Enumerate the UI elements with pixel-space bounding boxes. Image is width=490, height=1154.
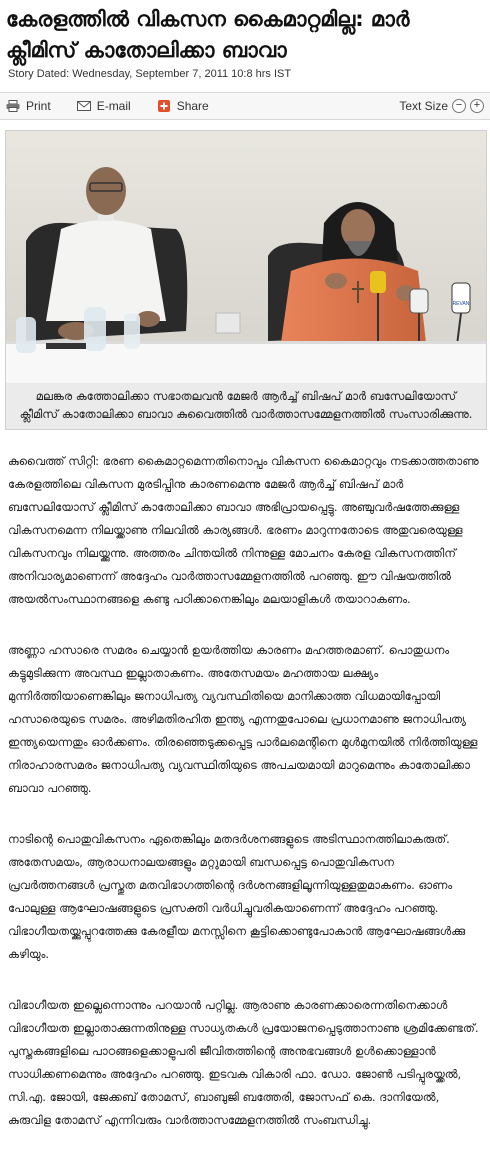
article-paragraph-1: കുവൈത്ത് സിറ്റി: ഭരണ കൈമാറ്റമെന്നതിനൊപ്പം വികസന കൈമാറ്റവും നടക്കാത്തതാണു കേരളത്തിലെ വികസന മുരടിപ്പിനു കാരണമെന്നു മേജർ ആർച്ച് ബിഷപ് മാർ ബസേലിയോസ് ക്ലീമിസ് കാതോലിക്കാ ബാവാ അഭിപ്രായപ്പെട്ടു. അഞ്ചുവർഷത്തേക്കുള്ള വികസനമെന്ന നിലയ്ക്കാണു നിലവിൽ കാര്യങ്ങൾ. ഭരണം മാറുന്നതോടെ അതുവരെയുള്ള വികസനവും നിലയ്ക്കുന്നു. അത്തരം ചിന്തയിൽ നിന്നുള്ള മോചനം കേരള വികസനത്തിന് അനിവാര്യമാണെന്ന് അദ്ദേഹം വാർത്താസമ്മേളനത്തിൽ പറഞ്ഞു. ഈ വിഷയത്തിൽ അയൽസംസ്ഥാനങ്ങളെ കണ്ടു പഠിക്കാനെങ്കിലും മലയാളികൾ തയാറാകണം. <box>8 454 479 606</box>
email-label: E-mail <box>96 99 131 113</box>
news-photo-figure <box>5 130 487 430</box>
text-size-control <box>399 99 484 113</box>
microphone-brand-text: REVAN <box>452 301 470 307</box>
share-plus-icon <box>157 100 171 112</box>
text-size-label: Text Size <box>399 99 448 113</box>
story-dateline: Story Dated: Wednesday, September 7, 2011 10:8 hrs IST <box>8 68 292 80</box>
article-paragraph-3: നാടിന്റെ പൊതുവികസനം ഏതെങ്കിലും മതദർശനങ്ങളുടെ അടിസ്ഥാനത്തിലാകരുത്. അതേസമയം, ആരാധനാലയങ്ങളും മറ്റുമായി ബന്ധപ്പെട്ട പൊതുവികസന പ്രവർത്തനങ്ങൾ പ്രസ്തുത മതവിഭാഗത്തിന്റെ ദർശനങ്ങളിലൂന്നിയുള്ളതുമാകണം. ഓണം പോലുള്ള ആഘോഷങ്ങളുടെ പ്രസക്തി വർധിച്ചുവരികയാണെന്ന് അദ്ദേഹം പറഞ്ഞു. വിഭാഗീയതയ്ക്കുപ്പുറത്തേക്കു കേരളീയ മനസ്സിനെ കൂട്ടിക്കൊണ്ടുപോകാൻ ആഘോഷങ്ങൾക്കു കഴിയും. <box>8 832 466 961</box>
press-conference-photo <box>6 131 486 383</box>
increase-text-size-button[interactable]: + <box>470 99 484 113</box>
article-paragraph-4: വിഭാഗീയത ഇല്ലെന്നൊന്നും പറയാൻ പറ്റില്ല. ആരാണു കാരണക്കാരെന്നതിനെക്കാൾ വിഭാഗീയത ഇല്ലാതാക്കുന്നതിനുള്ള സാധ്യതകൾ പ്രയോജനപ്പെടുത്താനാണു ശ്രമിക്കേണ്ടത്. പുസ്തകങ്ങളിലെ പാഠങ്ങളെക്കാളുപരി ജീവിതത്തിന്റെ അനുഭവങ്ങൾ ഉൾക്കൊള്ളാൻ സാധിക്കണമെന്നും അദ്ദേഹം പറഞ്ഞു. ഇടവക വികാരി ഫാ. ഡോ. ജോൺ പടിപ്പുരയ്ക്കൽ, സി.എ. ജോയി, ജേക്കബ് തോമസ്, ബാബുജി ബത്തേരി, ജോസഫ് കെ. ദാനിയേൽ, കുരുവിള തോമസ് എന്നിവരും വാർത്താസമ്മേളനത്തിൽ സംബന്ധിച്ചു. <box>8 998 479 1127</box>
article-toolbar <box>0 92 490 120</box>
article-body <box>0 430 490 1132</box>
envelope-icon <box>77 100 91 112</box>
printer-icon <box>6 100 20 112</box>
decrease-text-size-button[interactable]: − <box>452 99 466 113</box>
email-button[interactable] <box>77 99 131 113</box>
print-label: Print <box>26 99 51 113</box>
print-button[interactable] <box>6 99 51 113</box>
article-paragraph-2: അണ്ണാ ഹസാരെ സമരം ചെയ്യാൻ ഉയർത്തിയ കാരണം മഹത്തരമാണ്. പൊതുധനം കട്ടുമുടിക്കുന്ന അവസ്ഥ ഇല്ലാതാകണം. അതേസമയം മഹത്തായ ലക്ഷ്യം മുന്നിർത്തിയാണെങ്കിലും ജനാധിപത്യ വ്യവസ്ഥിതിയെ മാനിക്കാത്ത വിധമായിപ്പോയി ഹസാരെയുടെ സമരം. അഴിമതിരഹിത ഇന്ത്യ എന്നതുപോലെ പ്രധാനമാണു ജനാധിപത്യ ഇന്ത്യയെന്നതും ഓർക്കണം. തിരഞ്ഞെടുക്കപ്പെട്ട പാർലമെന്റിനെ മുൾമുനയിൽ നിർത്തിയുള്ള നിരാഹാരസമരം ജനാധിപത്യ വ്യവസ്ഥിതിയുടെ അപചയമായി മാറുമെന്നും കാതോലിക്കാ ബാവാ പറഞ്ഞു. <box>8 643 478 795</box>
headline: കേരളത്തിൽ വികസന കൈമാറ്റമില്ല: മാർ ക്ലീമിസ് കാതോലിക്കാ ബാവാ <box>6 7 410 62</box>
share-label: Share <box>176 99 209 113</box>
photo-caption: മലങ്കര കത്തോലിക്കാ സഭാതലവൻ മേജർ ആർച്ച് ബിഷപ് മാർ ബസേലിയോസ് ക്ലീമിസ് കാതോലിക്കാ ബാവാ കുവൈത്തിൽ വാർത്താസമ്മേളനത്തിൽ സംസാരിക്കുന്നു. <box>6 383 486 429</box>
share-button[interactable] <box>157 99 209 113</box>
